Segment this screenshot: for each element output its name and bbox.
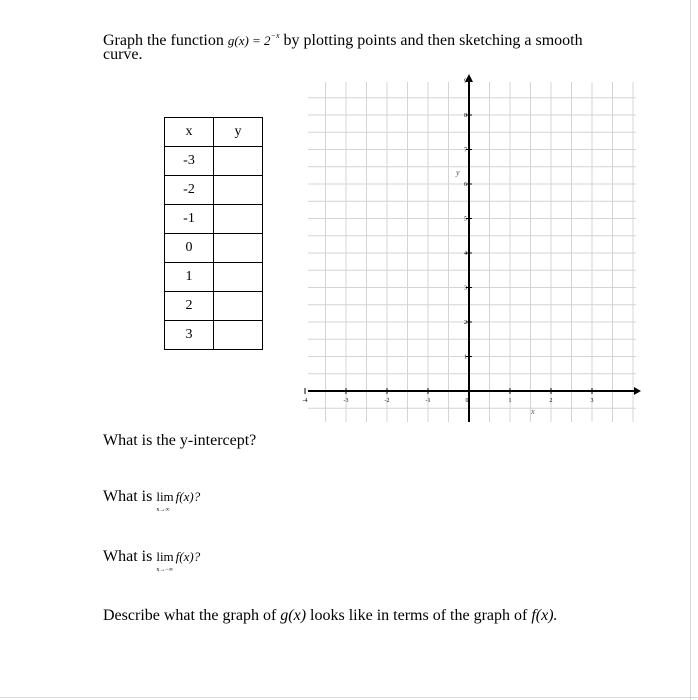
table-cell-x: -1 (165, 205, 214, 234)
q3-prefix: What is (103, 548, 153, 565)
q3-func: f(x)? (175, 549, 201, 564)
x-axis-arrow-icon (634, 387, 641, 395)
table-cell-x: -3 (165, 147, 214, 176)
y-tick-labels (464, 79, 467, 361)
grid-lines (308, 82, 636, 422)
x-tick-label: 2 (549, 398, 553, 404)
q3-lim-text: lim (156, 549, 174, 564)
table-cell-x: 0 (165, 234, 214, 263)
table-cell-x: 2 (165, 292, 214, 321)
y-tick-label: 3 (464, 285, 467, 292)
question-limit-neg-inf (103, 547, 201, 573)
q2-lim-text: lim (156, 489, 174, 504)
x-tick-label: 0 (465, 398, 469, 404)
x-axis-label: x (531, 407, 535, 416)
q4-prefix: Describe what the graph of (103, 607, 277, 624)
question-limit-pos-inf (103, 487, 201, 513)
q2-func: f(x)? (175, 489, 201, 504)
y-tick-label: 7 (464, 147, 467, 154)
x-tick-label: -4 (302, 398, 308, 404)
y-tick-label: 8 (464, 113, 467, 119)
q2-lim-subscript: x→∞ (156, 507, 170, 513)
q4-g: g(x) (280, 607, 307, 624)
y-tick-label: 2 (464, 320, 467, 326)
q4-f: f(x). (531, 607, 558, 624)
question-describe (103, 606, 558, 626)
y-tick-label: 1 (464, 354, 467, 361)
x-tick-label: -1 (425, 398, 431, 404)
table-cell-x: -2 (165, 176, 214, 205)
y-tick-label: 9 (464, 78, 467, 85)
table-header-x: x (165, 118, 214, 147)
x-tick-label: 1 (508, 398, 512, 404)
question-y-intercept: What is the y-intercept? (103, 432, 257, 449)
y-tick-label: 4 (464, 251, 467, 257)
problem-suffix: by plotting points and then sketching a smooth (283, 32, 583, 49)
q3-lim (156, 547, 174, 573)
x-tick-label: -3 (343, 398, 349, 404)
y-tick-label: 5 (464, 216, 467, 223)
function-lhs: g(x) = 2 (227, 33, 271, 48)
y-axis-label: y (456, 168, 460, 177)
x-tick-label: -2 (384, 398, 390, 404)
q3-lim-subscript: x→−∞ (156, 567, 173, 573)
table-header-y: y (214, 118, 263, 147)
q2-prefix: What is (103, 488, 153, 505)
q2-lim (156, 487, 174, 513)
problem-line2: curve. (103, 46, 143, 63)
x-tick-label: 3 (590, 398, 594, 404)
problem-prefix: Graph the function (103, 32, 224, 49)
function-exponent: −x (270, 31, 280, 40)
table-cell-x: 3 (165, 321, 214, 350)
y-tick-label: 6 (464, 182, 467, 188)
q4-mid: looks like in terms of the graph of (310, 607, 528, 624)
table-cell-x: 1 (165, 263, 214, 292)
